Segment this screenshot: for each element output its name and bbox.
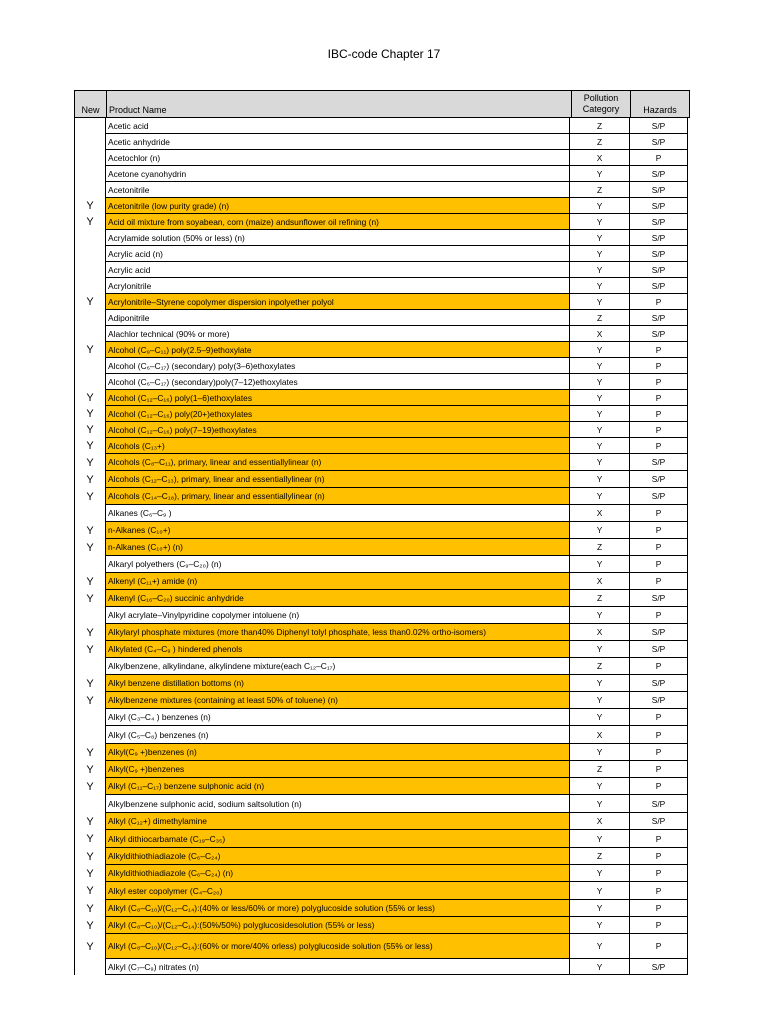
- pollution-category-cell: Y: [570, 917, 629, 934]
- ibc-chapter17-table: [74, 90, 690, 975]
- product-name-cell: Acetic acid: [105, 118, 570, 134]
- product-name-cell: Alachlor technical (90% or more): [105, 326, 570, 342]
- product-name-cell: Alcohols (C₁₄–C₁₈), primary, linear and essentiallylinear (n): [105, 488, 570, 505]
- product-name-cell: Alcohol (C₁₂–C₁₆) poly(20+)ethoxylates: [105, 406, 570, 422]
- pollution-category-cell: Y: [570, 934, 629, 959]
- hazards-cell: P: [629, 294, 688, 310]
- new-cell: Y: [74, 198, 105, 214]
- new-cell: [74, 607, 105, 624]
- product-name-cell: Alkyl (C₇–C₉) nitrates (n): [105, 959, 570, 975]
- pollution-category-cell: X: [570, 624, 629, 641]
- hazards-cell: P: [629, 761, 688, 778]
- pollution-category-cell: Y: [570, 358, 629, 374]
- new-cell: [74, 795, 105, 813]
- hazards-cell: P: [629, 778, 688, 795]
- pollution-category-cell: Y: [570, 959, 629, 975]
- table-row: [74, 573, 690, 590]
- product-name-cell: Acid oil mixture from soyabean, corn (maize) andsunflower oil refining (n): [105, 214, 570, 230]
- hazards-cell: S/P: [629, 813, 688, 830]
- pollution-category-cell: Y: [570, 709, 629, 726]
- table-row: [74, 709, 690, 726]
- new-cell: Y: [74, 471, 105, 488]
- pollution-category-cell: Y: [570, 342, 629, 358]
- pollution-category-cell: Y: [570, 778, 629, 795]
- table-row: [74, 726, 690, 744]
- pollution-category-cell: Y: [570, 675, 629, 692]
- hazards-cell: S/P: [629, 692, 688, 709]
- table-row: [74, 848, 690, 865]
- hazards-cell: S/P: [629, 262, 688, 278]
- table-row: [74, 294, 690, 310]
- new-cell: [74, 726, 105, 744]
- hazards-cell: P: [629, 573, 688, 590]
- hazards-cell: P: [629, 726, 688, 744]
- table-row: [74, 166, 690, 182]
- table-row: [74, 390, 690, 406]
- new-cell: [74, 658, 105, 675]
- product-name-cell: Alkyl ester copolymer (C₄–C₂₀): [105, 882, 570, 900]
- hazards-cell: P: [629, 607, 688, 624]
- pollution-category-cell: Y: [570, 795, 629, 813]
- table-row: [74, 406, 690, 422]
- hazards-cell: P: [629, 744, 688, 761]
- hazards-cell: P: [629, 848, 688, 865]
- table-header: [74, 90, 690, 118]
- table-row: [74, 882, 690, 900]
- hazards-cell: S/P: [629, 118, 688, 134]
- hazards-cell: S/P: [629, 278, 688, 294]
- new-cell: [74, 150, 105, 166]
- hazards-cell: P: [629, 539, 688, 556]
- table-body: [74, 118, 690, 975]
- new-cell: Y: [74, 675, 105, 692]
- new-cell: Y: [74, 590, 105, 607]
- table-row: [74, 607, 690, 624]
- hazards-cell: P: [629, 358, 688, 374]
- hazards-cell: P: [629, 522, 688, 539]
- pollution-category-cell: Y: [570, 641, 629, 658]
- hazards-cell: S/P: [629, 454, 688, 471]
- table-row: [74, 214, 690, 230]
- hazards-cell: S/P: [629, 310, 688, 326]
- hazards-cell: P: [629, 556, 688, 573]
- product-name-cell: Alcohol (C₆–C₁₇) (secondary)poly(7–12)ethoxylates: [105, 374, 570, 390]
- table-row: [74, 150, 690, 166]
- hazards-cell: S/P: [629, 471, 688, 488]
- new-cell: [74, 166, 105, 182]
- table-row: [74, 488, 690, 505]
- product-name-cell: Alkenyl (C₁₁+) amide (n): [105, 573, 570, 590]
- product-name-cell: Alkenyl (C₁₆–C₂₀) succinic anhydride: [105, 590, 570, 607]
- new-cell: [74, 505, 105, 522]
- table-row: [74, 342, 690, 358]
- new-cell: Y: [74, 865, 105, 882]
- header-pollution-category: Pollution Category: [571, 91, 630, 117]
- table-row: [74, 326, 690, 342]
- product-name-cell: n-Alkanes (C₁₀+) (n): [105, 539, 570, 556]
- product-name-cell: Acrylonitrile–Styrene copolymer dispersion inpolyether polyol: [105, 294, 570, 310]
- pollution-category-cell: Z: [570, 134, 629, 150]
- pollution-category-cell: Y: [570, 166, 629, 182]
- pollution-category-cell: Y: [570, 406, 629, 422]
- product-name-cell: n-Alkanes (C₁₀+): [105, 522, 570, 539]
- hazards-cell: S/P: [629, 166, 688, 182]
- product-name-cell: Alkyl (C₈–C₁₀)/(C₁₂–C₁₄):(50%/50%) polyglucosidesolution (55% or less): [105, 917, 570, 934]
- new-cell: [74, 374, 105, 390]
- table-row: [74, 246, 690, 262]
- pollution-category-cell: Z: [570, 848, 629, 865]
- product-name-cell: Alkyl (C₃–C₄ ) benzenes (n): [105, 709, 570, 726]
- pollution-category-cell: Y: [570, 198, 629, 214]
- pollution-category-cell: Y: [570, 522, 629, 539]
- pollution-category-cell: Y: [570, 246, 629, 262]
- table-row: [74, 422, 690, 438]
- pollution-category-cell: Z: [570, 182, 629, 198]
- new-cell: Y: [74, 778, 105, 795]
- hazards-cell: P: [629, 830, 688, 848]
- table-row: [74, 624, 690, 641]
- product-name-cell: Alcohols (C₈–C₁₁), primary, linear and essentiallylinear (n): [105, 454, 570, 471]
- pollution-category-cell: X: [570, 326, 629, 342]
- pollution-category-cell: Y: [570, 374, 629, 390]
- new-cell: Y: [74, 761, 105, 778]
- pollution-category-cell: Y: [570, 471, 629, 488]
- new-cell: [74, 230, 105, 246]
- new-cell: Y: [74, 488, 105, 505]
- product-name-cell: Alcohol (C₉–C₁₁) poly(2.5–9)ethoxylate: [105, 342, 570, 358]
- table-row: [74, 795, 690, 813]
- hazards-cell: S/P: [629, 795, 688, 813]
- product-name-cell: Alcohols (C₁₃+): [105, 438, 570, 454]
- table-row: [74, 813, 690, 830]
- new-cell: [74, 326, 105, 342]
- table-row: [74, 641, 690, 658]
- new-cell: Y: [74, 744, 105, 761]
- product-name-cell: Acrylic acid: [105, 262, 570, 278]
- pollution-category-cell: X: [570, 813, 629, 830]
- new-cell: [74, 358, 105, 374]
- product-name-cell: Acrylamide solution (50% or less) (n): [105, 230, 570, 246]
- hazards-cell: P: [629, 917, 688, 934]
- table-row: [74, 556, 690, 573]
- new-cell: [74, 556, 105, 573]
- product-name-cell: Acrylic acid (n): [105, 246, 570, 262]
- pollution-category-cell: Z: [570, 539, 629, 556]
- product-name-cell: Acetic anhydride: [105, 134, 570, 150]
- hazards-cell: S/P: [629, 214, 688, 230]
- new-cell: [74, 709, 105, 726]
- table-row: [74, 692, 690, 709]
- pollution-category-cell: Y: [570, 294, 629, 310]
- table-row: [74, 374, 690, 390]
- new-cell: [74, 959, 105, 975]
- hazards-cell: P: [629, 658, 688, 675]
- product-name-cell: Alkanes (C₆–C₉ ): [105, 505, 570, 522]
- hazards-cell: P: [629, 150, 688, 166]
- new-cell: Y: [74, 294, 105, 310]
- new-cell: Y: [74, 934, 105, 959]
- product-name-cell: Alkyl (C₈–C₁₀)/(C₁₂–C₁₄):(60% or more/40% orless) polyglucoside solution (55% or less): [105, 934, 570, 959]
- hazards-cell: P: [629, 390, 688, 406]
- pollution-category-cell: Y: [570, 744, 629, 761]
- hazards-cell: P: [629, 900, 688, 917]
- new-cell: Y: [74, 522, 105, 539]
- new-cell: Y: [74, 390, 105, 406]
- pollution-category-cell: X: [570, 505, 629, 522]
- new-cell: [74, 246, 105, 262]
- table-row: [74, 761, 690, 778]
- hazards-cell: S/P: [629, 959, 688, 975]
- product-name-cell: Alkylaryl phosphate mixtures (more than40% Diphenyl tolyl phosphate, less than0.02% ortho-isomers): [105, 624, 570, 641]
- table-row: [74, 590, 690, 607]
- product-name-cell: Alcohols (C₁₂–C₁₃), primary, linear and essentiallylinear (n): [105, 471, 570, 488]
- product-name-cell: Alkyl acrylate–Vinylpyridine copolymer intoluene (n): [105, 607, 570, 624]
- pollution-category-cell: X: [570, 573, 629, 590]
- product-name-cell: Adiponitrile: [105, 310, 570, 326]
- new-cell: Y: [74, 641, 105, 658]
- pollution-category-cell: Z: [570, 761, 629, 778]
- new-cell: [74, 262, 105, 278]
- pollution-category-cell: Z: [570, 310, 629, 326]
- new-cell: Y: [74, 454, 105, 471]
- header-hazards: Hazards: [630, 91, 689, 117]
- table-row: [74, 230, 690, 246]
- hazards-cell: S/P: [629, 326, 688, 342]
- product-name-cell: Acetonitrile (low purity grade) (n): [105, 198, 570, 214]
- pollution-category-cell: Z: [570, 590, 629, 607]
- product-name-cell: Alkaryl polyethers (C₉–C₂₀) (n): [105, 556, 570, 573]
- pollution-category-cell: Y: [570, 454, 629, 471]
- table-row: [74, 917, 690, 934]
- product-name-cell: Alkyldithiothiadiazole (C₆–C₂₄) (n): [105, 865, 570, 882]
- product-name-cell: Alcohol (C₁₂–C₁₆) poly(1–6)ethoxylates: [105, 390, 570, 406]
- hazards-cell: P: [629, 505, 688, 522]
- pollution-category-cell: Y: [570, 900, 629, 917]
- new-cell: Y: [74, 438, 105, 454]
- hazards-cell: P: [629, 882, 688, 900]
- pollution-category-cell: Z: [570, 658, 629, 675]
- table-row: [74, 454, 690, 471]
- new-cell: [74, 134, 105, 150]
- product-name-cell: Alkyl (C₅–C₈) benzenes (n): [105, 726, 570, 744]
- hazards-cell: S/P: [629, 134, 688, 150]
- product-name-cell: Alkyl(C₉ +)benzenes (n): [105, 744, 570, 761]
- product-name-cell: Alkyl dithiocarbamate (C₁₉–C₃₅): [105, 830, 570, 848]
- new-cell: Y: [74, 342, 105, 358]
- page-title: IBC-code Chapter 17: [327, 47, 441, 61]
- new-cell: [74, 278, 105, 294]
- pollution-category-cell: Y: [570, 214, 629, 230]
- pollution-category-cell: Y: [570, 262, 629, 278]
- table-row: [74, 522, 690, 539]
- header-product-name: Product Name: [106, 91, 571, 117]
- pollution-category-cell: Z: [570, 118, 629, 134]
- table-row: [74, 278, 690, 294]
- pollution-category-cell: Y: [570, 607, 629, 624]
- new-cell: Y: [74, 539, 105, 556]
- new-cell: Y: [74, 882, 105, 900]
- table-row: [74, 658, 690, 675]
- hazards-cell: P: [629, 406, 688, 422]
- hazards-cell: P: [629, 934, 688, 959]
- product-name-cell: Alkylbenzene mixtures (containing at least 50% of toluene) (n): [105, 692, 570, 709]
- new-cell: Y: [74, 214, 105, 230]
- table-row: [74, 900, 690, 917]
- hazards-cell: P: [629, 438, 688, 454]
- table-row: [74, 198, 690, 214]
- new-cell: Y: [74, 900, 105, 917]
- pollution-category-cell: Y: [570, 390, 629, 406]
- hazards-cell: S/P: [629, 488, 688, 505]
- table-row: [74, 182, 690, 198]
- product-name-cell: Alkyl(C₉ +)benzenes: [105, 761, 570, 778]
- new-cell: Y: [74, 848, 105, 865]
- table-row: [74, 358, 690, 374]
- new-cell: [74, 310, 105, 326]
- header-new: New: [81, 105, 100, 115]
- hazards-cell: S/P: [629, 675, 688, 692]
- pollution-category-cell: Y: [570, 488, 629, 505]
- new-cell: Y: [74, 692, 105, 709]
- pollution-category-cell: Y: [570, 865, 629, 882]
- new-cell: Y: [74, 813, 105, 830]
- pollution-category-cell: Y: [570, 438, 629, 454]
- table-row: [74, 310, 690, 326]
- table-row: [74, 675, 690, 692]
- pollution-category-cell: Y: [570, 230, 629, 246]
- product-name-cell: Alkylbenzene sulphonic acid, sodium saltsolution (n): [105, 795, 570, 813]
- hazards-cell: P: [629, 422, 688, 438]
- table-row: [74, 438, 690, 454]
- product-name-cell: Alcohol (C₁₂–C₁₆) poly(7–19)ethoxylates: [105, 422, 570, 438]
- table-row: [74, 959, 690, 975]
- hazards-cell: P: [629, 374, 688, 390]
- table-row: [74, 934, 690, 959]
- table-row: [74, 539, 690, 556]
- product-name-cell: Alcohol (C₆–C₁₇) (secondary) poly(3–6)ethoxylates: [105, 358, 570, 374]
- product-name-cell: Alkylbenzene, alkylindane, alkylindene mixture(each C₁₂–C₁₇): [105, 658, 570, 675]
- product-name-cell: Acetochlor (n): [105, 150, 570, 166]
- new-cell: Y: [74, 624, 105, 641]
- new-cell: [74, 182, 105, 198]
- pollution-category-cell: Y: [570, 278, 629, 294]
- pollution-category-cell: X: [570, 150, 629, 166]
- hazards-cell: S/P: [629, 230, 688, 246]
- pollution-category-cell: Y: [570, 882, 629, 900]
- hazards-cell: S/P: [629, 641, 688, 658]
- pollution-category-cell: Y: [570, 830, 629, 848]
- new-cell: Y: [74, 830, 105, 848]
- table-row: [74, 134, 690, 150]
- product-name-cell: Alkyl (C₈–C₁₀)/(C₁₂–C₁₄):(40% or less/60% or more) polyglucoside solution (55% or less): [105, 900, 570, 917]
- hazards-cell: S/P: [629, 590, 688, 607]
- product-name-cell: Alkyldithiothiadiazole (C₆–C₂₄): [105, 848, 570, 865]
- hazards-cell: P: [629, 865, 688, 882]
- product-name-cell: Alkyl benzene distillation bottoms (n): [105, 675, 570, 692]
- table-row: [74, 744, 690, 761]
- new-cell: Y: [74, 573, 105, 590]
- pollution-category-cell: X: [570, 726, 629, 744]
- table-row: [74, 118, 690, 134]
- product-name-cell: Alkyl (C₁₂+) dimethylamine: [105, 813, 570, 830]
- new-cell: [74, 118, 105, 134]
- product-name-cell: Acrylonitrile: [105, 278, 570, 294]
- table-row: [74, 778, 690, 795]
- new-cell: Y: [74, 422, 105, 438]
- product-name-cell: Alkyl (C₁₁–C₁₇) benzene sulphonic acid (n): [105, 778, 570, 795]
- hazards-cell: P: [629, 709, 688, 726]
- hazards-cell: S/P: [629, 624, 688, 641]
- new-cell: Y: [74, 406, 105, 422]
- product-name-cell: Acetone cyanohydrin: [105, 166, 570, 182]
- pollution-category-cell: Y: [570, 422, 629, 438]
- hazards-cell: S/P: [629, 182, 688, 198]
- new-cell: Y: [74, 917, 105, 934]
- table-row: [74, 865, 690, 882]
- product-name-cell: Alkylated (C₄–C₉ ) hindered phenols: [105, 641, 570, 658]
- table-row: [74, 471, 690, 488]
- hazards-cell: P: [629, 342, 688, 358]
- table-row: [74, 505, 690, 522]
- pollution-category-cell: Y: [570, 692, 629, 709]
- table-row: [74, 830, 690, 848]
- table-row: [74, 262, 690, 278]
- pollution-category-cell: Y: [570, 556, 629, 573]
- product-name-cell: Acetonitrile: [105, 182, 570, 198]
- hazards-cell: S/P: [629, 198, 688, 214]
- hazards-cell: S/P: [629, 246, 688, 262]
